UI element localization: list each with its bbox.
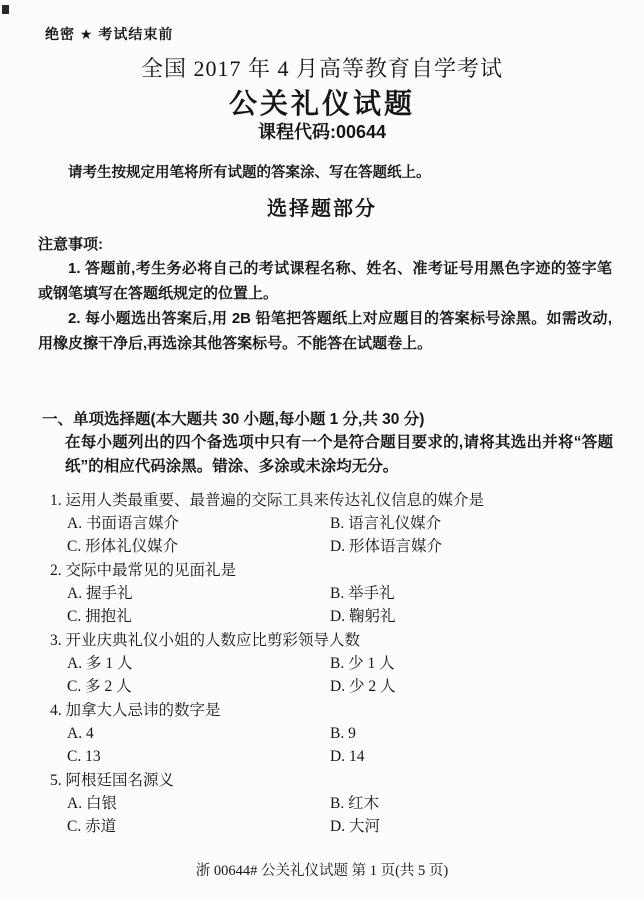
scan-artifact — [2, 5, 9, 14]
paper-title: 公关礼仪试题 — [228, 88, 415, 119]
question-4-option-d: D. 14 — [330, 748, 365, 765]
question-1 — [50, 489, 612, 558]
question-5-option-row-2 — [50, 815, 612, 838]
question-3-option-b: B. 少 1 人 — [330, 655, 395, 672]
question-2-option-b: B. 举手礼 — [330, 585, 395, 602]
question-1-option-d: D. 形体语言媒介 — [330, 538, 442, 555]
question-3-stem: 3. 开业庆典礼仪小姐的人数应比剪彩领导人数 — [50, 632, 361, 649]
question-1-option-row-1 — [50, 512, 612, 535]
question-5-option-row-1 — [50, 792, 612, 815]
question-5-option-b: B. 红木 — [330, 795, 380, 812]
question-2-option-row-2 — [50, 605, 612, 628]
page-footer: 浙 00644# 公关礼仪试题 第 1 页(共 5 页) — [195, 863, 449, 879]
exam-title: 全国 2017 年 4 月高等教育自学考试 — [140, 56, 503, 81]
question-2-option-a: A. 握手礼 — [67, 585, 133, 602]
question-4 — [50, 699, 612, 768]
notice-item-2: 2. 每小题选出答案后,用 2B 铅笔把答题纸上对应题目的答案标号涂黑。如需改动,用橡皮擦干净后,再选涂其他答案标号。不能答在试题卷上。 — [38, 310, 612, 352]
question-3-option-a: A. 多 1 人 — [67, 655, 133, 672]
question-4-option-c: C. 13 — [67, 748, 101, 765]
notice-item-1: 1. 答题前,考生务必将自己的考试课程名称、姓名、准考证号用黑色字迹的签字笔或钢笔填写在答题纸规定的位置上。 — [38, 260, 612, 302]
question-5-option-a: A. 白银 — [67, 795, 117, 812]
question-4-option-row-2 — [50, 745, 612, 768]
question-list — [50, 489, 612, 839]
question-1-option-row-2 — [50, 535, 612, 558]
question-4-option-b: B. 9 — [330, 725, 356, 742]
question-1-stem: 1. 运用人类最重要、最普遍的交际工具来传达礼仪信息的媒介是 — [50, 492, 485, 509]
question-4-option-row-1 — [50, 722, 612, 745]
answer-instruction: 请考生按规定用笔将所有试题的答案涂、写在答题纸上。 — [68, 165, 431, 181]
question-2-option-row-1 — [50, 582, 612, 605]
question-5-option-c: C. 赤道 — [67, 818, 117, 835]
question-3-option-d: D. 少 2 人 — [330, 678, 396, 695]
question-5 — [50, 769, 612, 838]
course-code: 课程代码:00644 — [257, 122, 387, 142]
question-1-option-a: A. 书面语言媒介 — [67, 515, 179, 532]
question-4-stem: 4. 加拿大人忌讳的数字是 — [50, 702, 221, 719]
question-3-option-row-2 — [50, 675, 612, 698]
classification-banner: 绝密 ★ 考试结束前 — [45, 26, 174, 42]
question-2-option-c: C. 拥抱礼 — [67, 608, 132, 625]
part-one-description: 在每小题列出的四个备选项中只有一个是符合题目要求的,请将其选出并将“答题纸”的相应代码涂黑。错涂、多涂或未涂均无分。 — [65, 434, 613, 475]
section-title: 选择题部分 — [267, 198, 377, 220]
question-3-option-c: C. 多 2 人 — [67, 678, 132, 695]
question-2 — [50, 559, 612, 628]
part-one-heading: 一、单项选择题(本大题共 30 小题,每小题 1 分,共 30 分) — [42, 411, 425, 428]
question-1-option-b: B. 语言礼仪媒介 — [330, 515, 442, 532]
question-2-stem: 2. 交际中最常见的见面礼是 — [50, 562, 237, 579]
question-3-option-row-1 — [50, 652, 612, 675]
notice-list — [38, 256, 612, 356]
question-1-option-c: C. 形体礼仪媒介 — [67, 538, 179, 555]
question-5-stem: 5. 阿根廷国名源义 — [50, 772, 175, 789]
question-5-option-d: D. 大河 — [330, 818, 380, 835]
question-2-option-d: D. 鞠躬礼 — [330, 608, 396, 625]
question-4-option-a: A. 4 — [67, 725, 94, 742]
question-3 — [50, 629, 612, 698]
notice-heading: 注意事项: — [38, 236, 103, 253]
